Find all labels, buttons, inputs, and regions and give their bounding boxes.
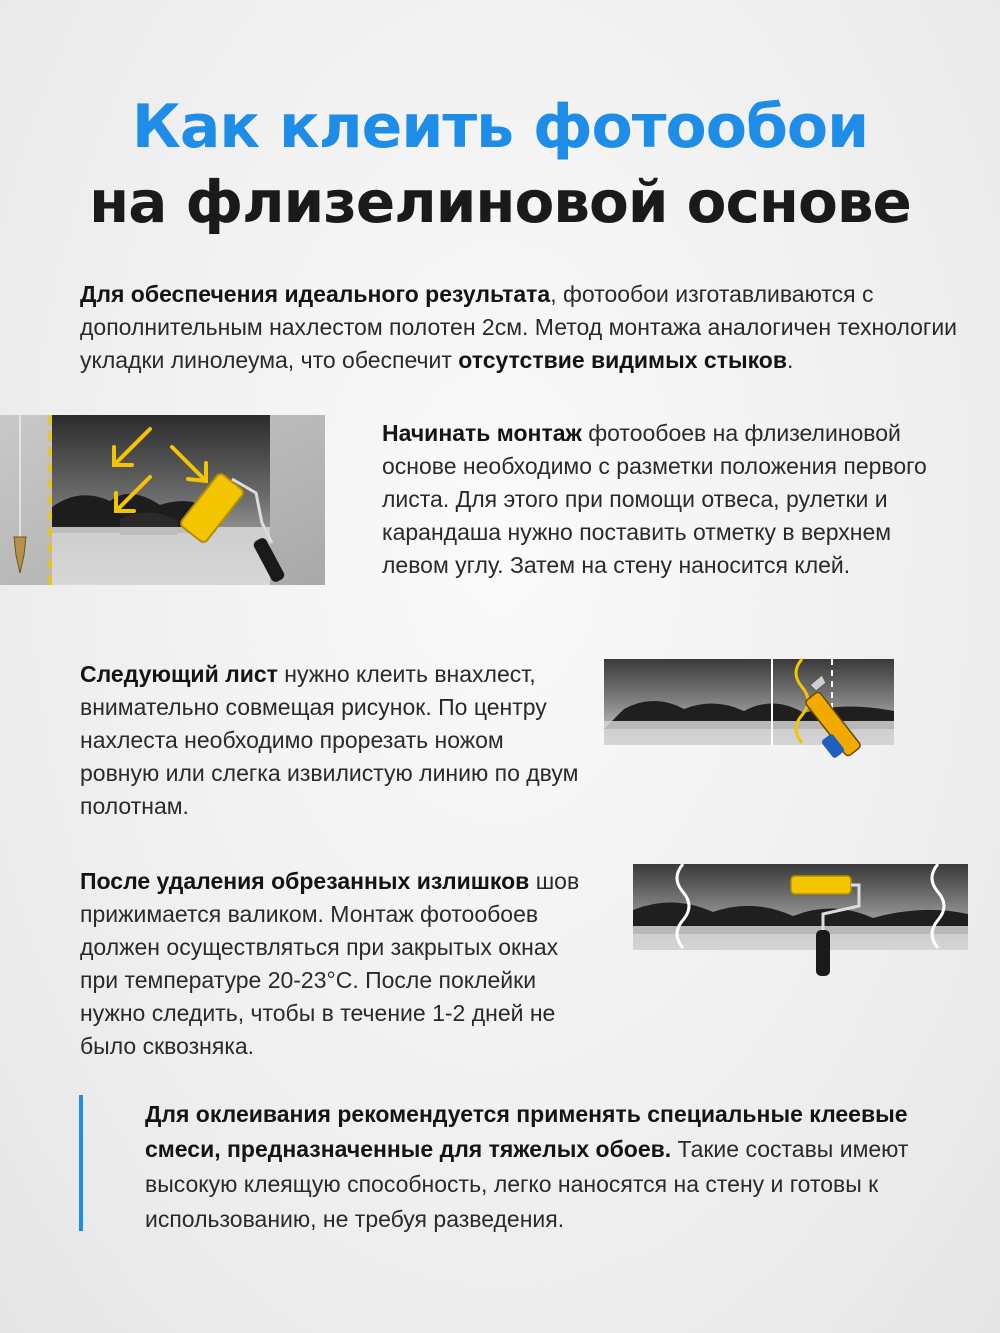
- note-paragraph: [145, 1097, 945, 1237]
- intro-bold-2: отсутствие видимых стыков: [458, 347, 787, 373]
- step1-text: фотообоев на флизелиновой основе необходимо с разметки положения первого листа. Для этого при помощи отвеса, рулетки и карандаша нужно поставить отметку в верхнем левом углу. Затем на стену наносится клей.: [382, 420, 927, 578]
- intro-text-1: , фотообои изготавливаются с дополнительным нахлестом полотен 2см. Метод монтажа аналогичен технологии укладки линолеума, что обеспечит: [80, 281, 958, 373]
- step2-text: нужно клеить внахлест, внимательно совмещая рисунок. По центру нахлеста необходимо прорезать ножом ровную или слегка извилистую линию по двум полотнам.: [80, 661, 579, 819]
- step2-paragraph: [80, 658, 580, 823]
- step3-bold: После удаления обрезанных излишков: [80, 868, 530, 894]
- intro-paragraph: [80, 278, 960, 377]
- intro-bold-1: Для обеспечения идеального результата: [80, 281, 551, 307]
- step3-text: шов прижимается валиком. Монтаж фотообоев должен осуществляться при закрытых окнах при температуре 20-23°C. После поклейки нужно следить, чтобы в течение 1-2 дней не было сквозняка.: [80, 868, 580, 1059]
- step2-bold: Следующий лист: [80, 661, 278, 687]
- page-title-line2: на флизелиновой основе: [89, 168, 911, 236]
- step1-bold: Начинать монтаж: [382, 420, 582, 446]
- step3-paragraph: [80, 865, 590, 1063]
- illustration-roller-seam: [633, 860, 968, 980]
- illustration-marking: [0, 415, 325, 585]
- page-title-line1: Как клеить фотообои: [131, 92, 869, 162]
- note-bold: Для оклеивания рекомендуется применять специальные клеевые смеси, предназначенные для тяжелых обоев.: [145, 1101, 908, 1162]
- step1-paragraph: [382, 417, 942, 582]
- intro-text-2: .: [787, 347, 794, 373]
- note-text: Такие составы имеют высокую клеящую способность, легко наносятся на стену и готовы к использованию, не требуя разведения.: [145, 1136, 909, 1232]
- illustration-overlap-cut: [604, 655, 894, 765]
- note-accent-bar: [79, 1095, 83, 1231]
